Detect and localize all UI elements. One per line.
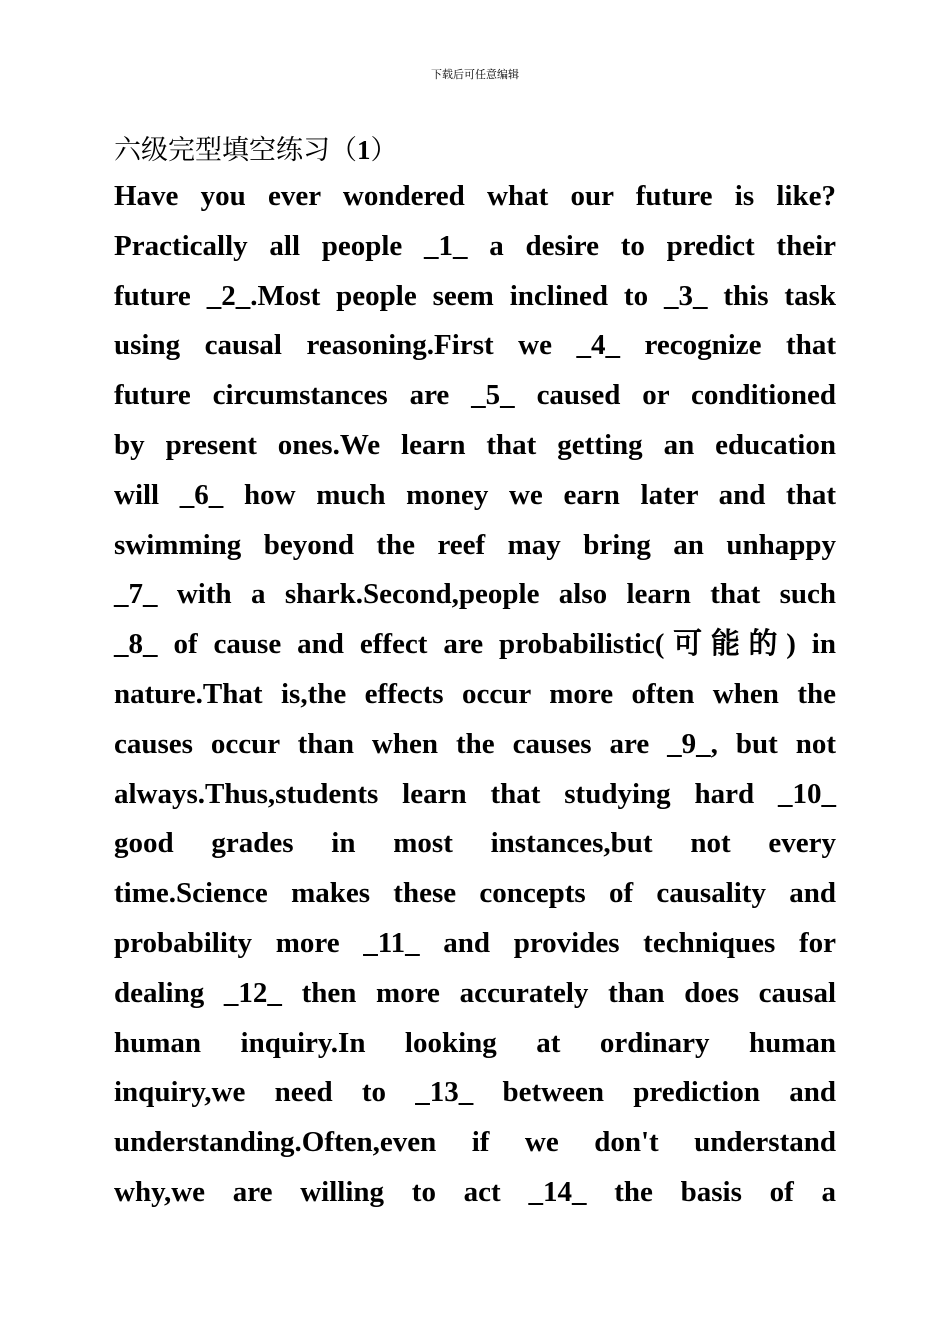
text-line-3: future _2_.Most people seem inclined to _3_ this task [114,279,836,312]
title-suffix: ） [370,135,398,166]
text-line-1: Have you ever wondered what our future is like? [114,180,836,212]
page-title [114,128,836,172]
text-line-19: inquiry,we need to _13_ between prediction and [114,1076,836,1109]
header-note: 下载后可任意编辑 [431,68,519,81]
text-line-20: understanding.Often,even if we don't understand [114,1126,836,1159]
text-line-2: Practically all people _1_ a desire to predict their [114,229,836,262]
text-line-8: swimming beyond the reef may bring an unhappy [114,528,836,561]
text-line-15: time.Science makes these concepts of causality and [114,877,836,910]
title-number: 1 [357,135,371,165]
text-line-16: probability more _11_ and provides techniques for [114,926,836,959]
text-line-17: dealing _12_ then more accurately than does causal [114,976,836,1009]
title-prefix: 六级完型填空练习（ [114,135,357,166]
text-line-7: will _6_ how much money we earn later and that [114,478,836,511]
document-body [114,128,836,1218]
text-line-4: using causal reasoning.First we _4_ recognize that [114,329,836,362]
text-line-14: good grades in most instances,but not every [114,827,836,860]
text-line-5: future circumstances are _5_ caused or conditioned [114,379,836,412]
text-line-12: causes occur than when the causes are _9_, but not [114,727,836,760]
text-line-6: by present ones.We learn that getting an education [114,428,836,461]
text-line-11: nature.That is,the effects occur more often when the [114,677,836,710]
text-line-9: _7_ with a shark.Second,people also learn that such [114,578,836,611]
text-line-13: always.Thus,students learn that studying hard _10_ [114,777,836,810]
text-line-10: _8_ of cause and effect are probabilistic(可能的) in [114,628,836,661]
text-line-21: why,we are willing to act _14_ the basis of a [114,1175,836,1208]
text-line-18: human inquiry.In looking at ordinary human [114,1026,836,1059]
